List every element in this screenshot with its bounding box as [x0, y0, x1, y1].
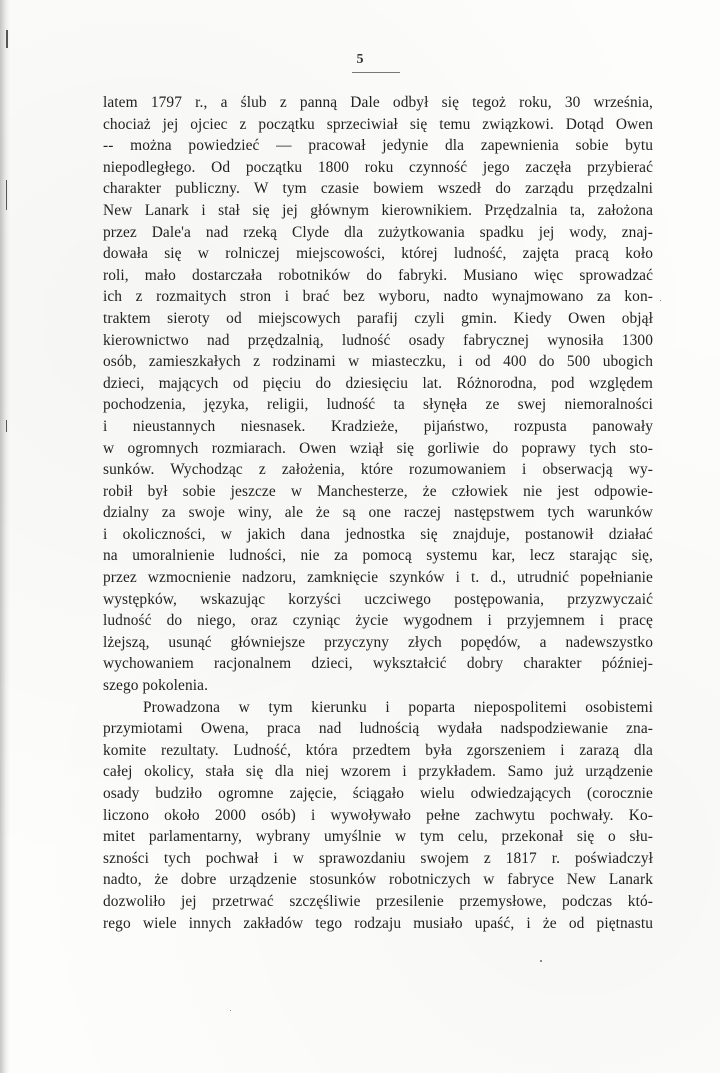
- text-line: ludność do niego, oraz czyniąc życie wygodnem i przyjemnem i pracę: [103, 612, 653, 630]
- text-line: kierownictwo nad przędzalnią, ludność osady fabrycznej wynosiła 1300: [103, 331, 653, 349]
- margin-mark: [6, 30, 8, 48]
- text-line: latem 1797 r., a ślub z panną Dale odbył się tegoż roku, 30 września,: [103, 94, 653, 111]
- scan-speck: [660, 300, 661, 301]
- text-line: traktem sieroty od miejscowych parafij czyli gmin. Kiedy Owen objął: [103, 309, 653, 327]
- text-line: przez wzmocnienie nadzoru, zamknięcie szynków i t. d., utrudnić popełnianie: [103, 569, 653, 587]
- text-line: całej okolicy, stała się dla niej wzorem i przykładem. Samo już urządzenie: [103, 763, 653, 781]
- text-line: osób, zamieszkałych z rodzinami w miasteczku, i od 400 do 500 ubogich: [103, 353, 653, 371]
- text-line: i okoliczności, w jakich dana jednostka się znajduje, postanowił działać: [103, 525, 653, 543]
- text-line: dozwoliło jej przetrwać szczęśliwie przesilenie przemysłowe, podczas któ-: [103, 892, 653, 910]
- text-line: szego pokolenia.: [103, 677, 209, 695]
- text-line: -- można powiedzieć — pracował jedynie dla zapewnienia sobie bytu: [103, 137, 653, 155]
- text-line: wychowaniem racjonalnem dzieci, wykształcić dobry charakter później-: [103, 655, 653, 673]
- scan-speck: [540, 960, 542, 962]
- text-line: osady budziło ogromne zajęcie, ściągało wielu odwiedzających (corocznie: [103, 785, 653, 802]
- margin-mark: [6, 180, 7, 210]
- margin-mark: [6, 420, 7, 432]
- text-line: charakter publiczny. W tym czasie bowiem wszedł do zarządu przędzalni: [103, 180, 653, 198]
- text-line: dowała się w rolniczej miejscowości, której ludność, zajęta pracą koło: [103, 245, 653, 263]
- text-line: i nieustannych niesnasek. Kradzieże, pijaństwo, rozpusta panowały: [103, 417, 653, 435]
- page-number-rule: [352, 72, 400, 73]
- text-line: ich z rozmaitych stron i brać bez wyboru, nadto wynajmowano za kon-: [103, 288, 653, 306]
- text-line: przez Dale'a nad rzeką Clyde dla zużytkowania spadku jej wody, znaj-: [103, 223, 653, 241]
- text-line: Prowadzona w tym kierunku i poparta niepospolitemi osobistemi: [143, 698, 653, 716]
- text-line: New Lanark i stał się jej głównym kierownikiem. Przędzalnia ta, założona: [103, 201, 653, 219]
- text-line: szności tych pochwał i w sprawozdaniu swojem z 1817 r. poświadczył: [103, 849, 653, 867]
- text-line: mitet parlamentarny, wybrany umyślnie w tym celu, przekonał się o słu-: [103, 828, 653, 846]
- text-line: występków, wskazując korzyści uczciwego postępowania, przyzwyczaić: [103, 590, 653, 608]
- text-line: chociaż jej ojciec z początku sprzeciwiał się temu związkowi. Dotąd Owen: [103, 115, 653, 133]
- text-line: nadto, że dobre urządzenie stosunków robotniczych w fabryce New Lanark: [103, 871, 653, 889]
- page-binding-edge: [0, 0, 10, 1073]
- text-line: pochodzenia, języka, religii, ludność ta słynęła ze swej niemoralności: [103, 396, 653, 414]
- text-line: na umoralnienie ludności, nie za pomocą systemu kar, lecz starając się,: [103, 547, 653, 565]
- text-line: przymiotami Owena, praca nad ludnością wydała nadspodziewanie zna-: [103, 720, 653, 738]
- text-line: dzieci, mających od pięciu do dziesięciu lat. Różnorodna, pod względem: [103, 374, 653, 392]
- page-number: 5: [356, 52, 364, 67]
- text-line: liczono około 2000 osób) i wywoływało pełne zachwytu pochwały. Ko-: [103, 806, 653, 824]
- text-line: rego wiele innych zakładów tego rodzaju musiało upaść, i że od piętnastu: [103, 914, 653, 932]
- text-line: roli, mało dostarczała robotników do fabryki. Musiano więc sprowadzać: [103, 266, 653, 284]
- text-line: dzialny za swoje winy, ale że są one raczej następstwem tych warunków: [103, 504, 653, 522]
- text-line: w ogromnych rozmiarach. Owen wziął się gorliwie do poprawy tych sto-: [103, 439, 653, 457]
- text-line: niepodległego. Od początku 1800 roku czynność jego zaczęła przybierać: [103, 158, 653, 176]
- text-line: robił był sobie jeszcze w Manchesterze, że człowiek nie jest odpowie-: [103, 482, 653, 500]
- body-text: [103, 92, 653, 934]
- text-line: lżejszą, usunąć główniejsze przyczyny złych popędów, a nadewszystko: [103, 633, 653, 651]
- scan-speck: [230, 1010, 231, 1011]
- text-line: sunków. Wychodząc z założenia, które rozumowaniem i obserwacją wy-: [103, 461, 653, 479]
- text-line: komite rezultaty. Ludność, która przedtem była zgorszeniem i zarazą dla: [103, 741, 653, 759]
